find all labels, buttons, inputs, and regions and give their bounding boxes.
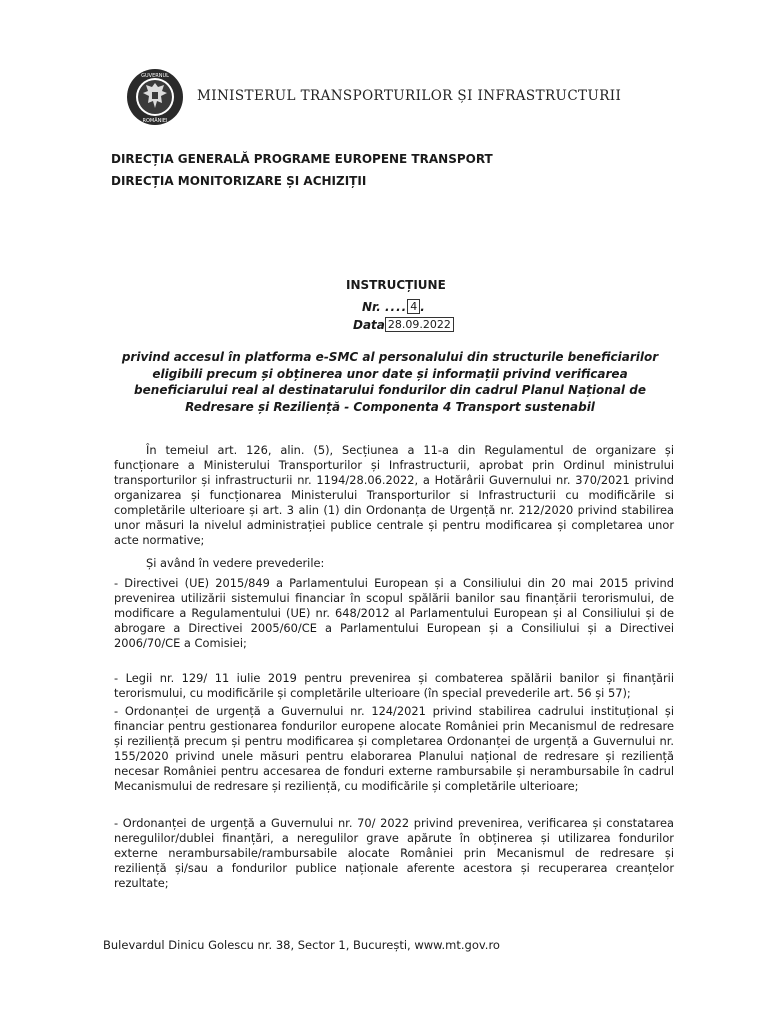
instruction-date-value: 28.09.2022 [385,317,454,332]
instruction-title: INSTRUCȚIUNE [346,278,446,292]
instruction-date-line [353,317,454,332]
svg-text:ROMÂNIEI: ROMÂNIEI [142,118,168,124]
law-paragraph: - Legii nr. 129/ 11 iulie 2019 pentru prevenirea și combaterea spălării banilor și finanțării terorismului, cu modificările și completările ulterioare (în special prevederile art. 56 și 57); [114,671,674,700]
directive-paragraph: - Directivei (UE) 2015/849 a Parlamentului European și a Consiliului din 20 mai 2015 privind prevenirea utilizării sistemului financiar în scopul spălării banilor sau finanțării terorismului, de modificare a Regulamentului (UE) nr. 648/2012 al Parlamentului European și al Consiliului și de abrogare a Directivei 2005/60/CE a Parlamentului European și a Consiliului și a Directivei 2006/70/CE a Comisiei; [114,576,674,650]
instruction-number-label: Nr. [362,300,381,314]
footer-address: Bulevardul Dinicu Golescu nr. 38, Sector 1, București, www.mt.gov.ro [103,938,500,952]
ordinance-70-paragraph: - Ordonanței de urgență a Guvernului nr. 70/ 2022 privind prevenirea, verificarea și constatarea neregulilor/dublei finanțări, a neregulilor grave apărute în obținerea și utilizarea fondurilor externe nerambursabile/rambursabile alocate României prin Mecanismul de redresare și reziliență și/sau a fondurilor publice naționale aferente acestora și recuperarea creanțelor rezultate; [114,816,674,890]
ministry-name: MINISTERUL TRANSPORTURILOR ȘI INFRASTRUCTURII [197,88,622,104]
instruction-number-value: 4 [407,299,420,314]
instruction-subject: privind accesul în platforma e-SMC al personalului din structurile beneficiarilor eligibili precum și obținerea unor date și informații privind verificarea beneficiarului real al destinatarului fondurilor din cadrul Planul Național de Redresare și Reziliență - Componenta 4 Transport sustenabil [121,350,659,414]
directorate-general: DIRECȚIA GENERALĂ PROGRAME EUROPENE TRANSPORT [111,152,493,166]
svg-text:GUVERNUL: GUVERNUL [141,73,169,79]
considering-paragraph: Și având în vedere prevederile: [146,556,325,570]
legal-basis-paragraph: În temeiul art. 126, alin. (5), Secțiunea a 11-a din Regulamentul de organizare și funcționare a Ministerului Transporturilor și Infrastructurii, aprobat prin Ordinul ministrului transporturilor și infrastructurii nr. 1194/28.06.2022, a Hotărârii Guvernului nr. 370/2021 privind organizarea și funcționarea Ministerului Transporturilor si Infrastructurii cu modificările si completările ulterioare și art. 3 alin (1) din Ordonanța de Urgență nr. 212/2020 privind stabilirea unor măsuri la nivelul administrației publice centrale și pentru modificarea și completarea unor acte normative; [114,443,674,547]
government-seal-icon [126,68,184,126]
instruction-date-label: Data [353,318,385,332]
directorate-monitoring: DIRECȚIA MONITORIZARE ȘI ACHIZIȚII [111,174,367,188]
ordinance-124-paragraph: - Ordonanței de urgență a Guvernului nr. 124/2021 privind stabilirea cadrului instituțional și financiar pentru gestionarea fondurilor europene alocate României prin Mecanismul de redresare și reziliență precum și pentru modificarea și completarea Ordonanței de urgență a Guvernului nr. 155/2020 privind unele măsuri pentru elaborarea Planului național de redresare și reziliență necesar României pentru accesarea de fonduri externe rambursabile și nerambursabile în cadrul Mecanismului de redresare și reziliență, cu modificările și completările ulterioare; [114,704,674,793]
instruction-number-line: Nr. .... 4 . [362,300,426,314]
